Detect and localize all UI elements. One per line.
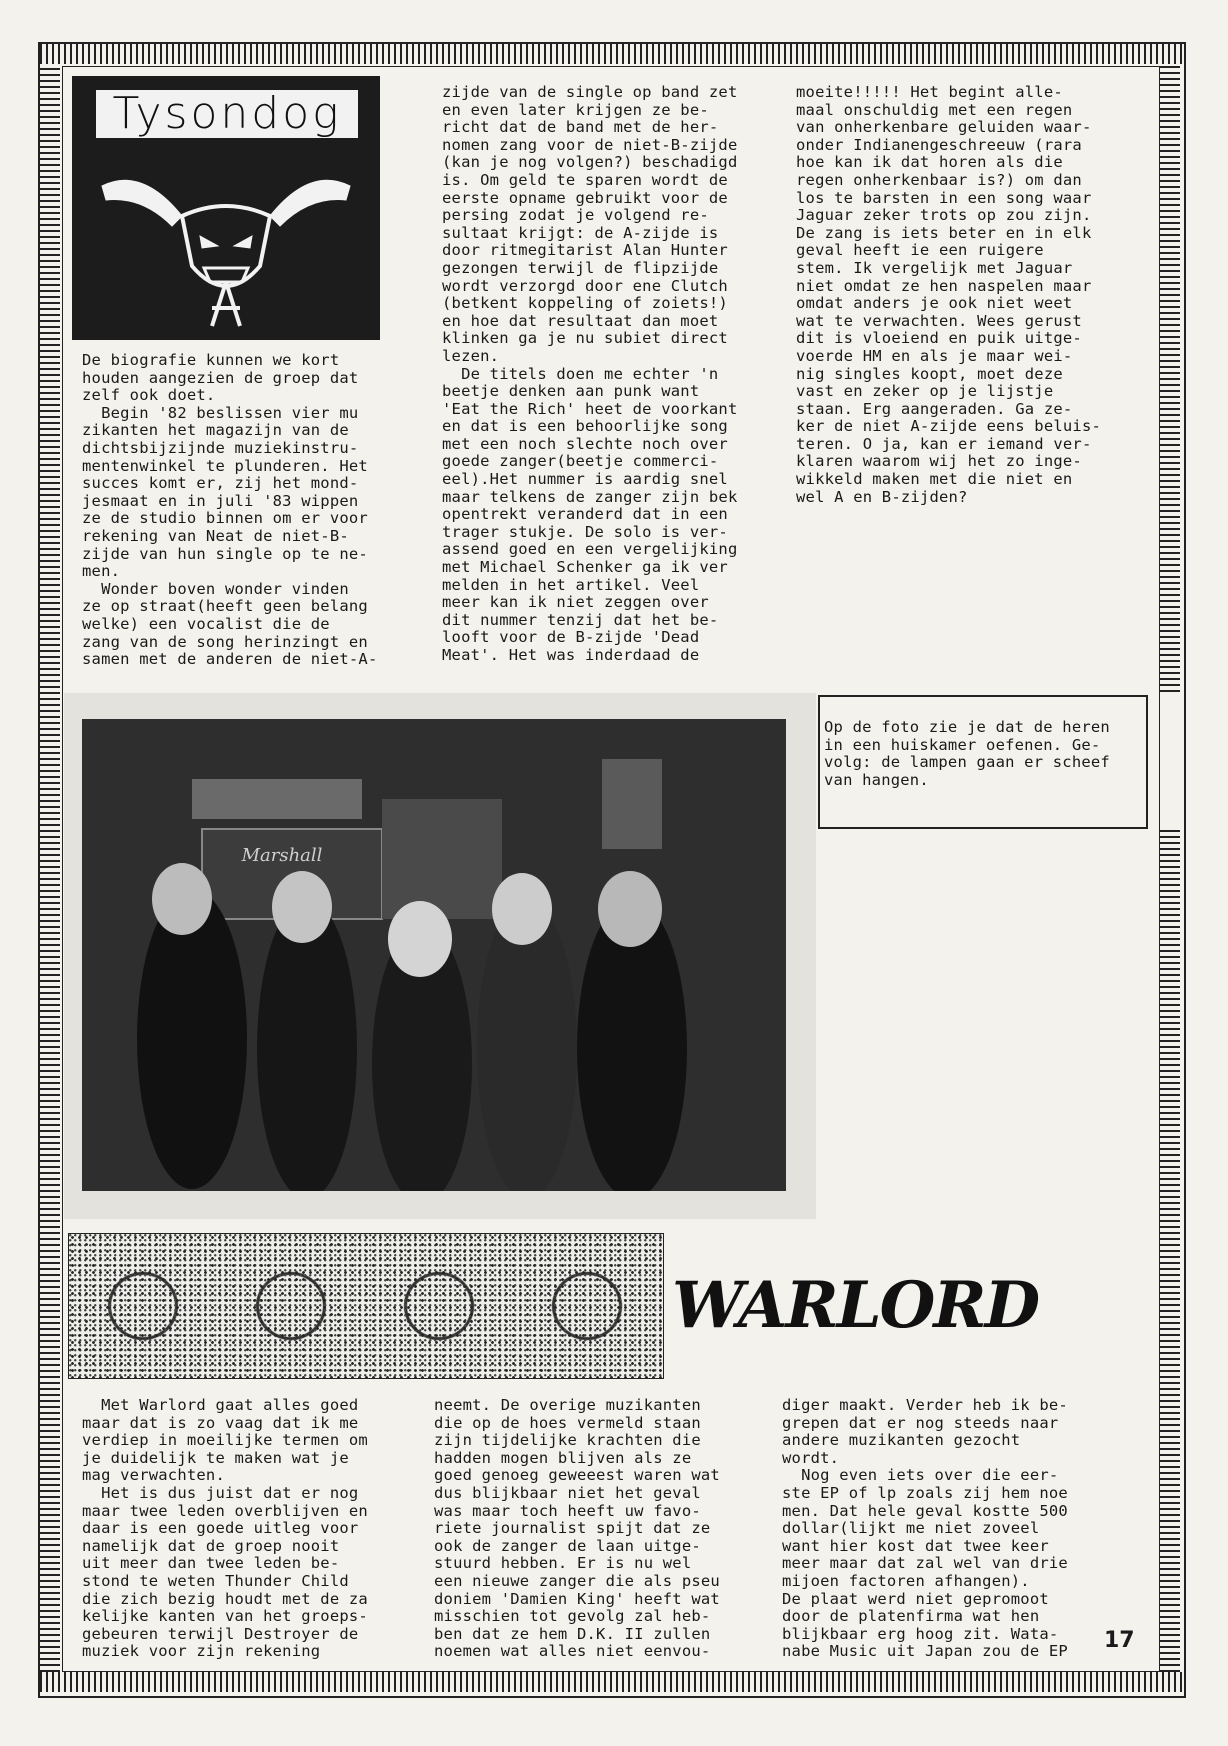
amp-label: Marshall	[241, 845, 323, 866]
photo-caption: Op de foto zie je dat de heren in een huiskamer oefenen. Ge- volg: de lampen gaan er scheef van hangen.	[824, 718, 1110, 789]
band-photo-mount	[64, 693, 816, 1219]
warlord-ornamental-pattern	[68, 1233, 664, 1379]
border-hatch-bottom	[40, 1672, 1182, 1692]
border-hatch-right	[1160, 64, 1180, 692]
border-hatch-top	[40, 44, 1182, 64]
tysondog-column-1: De biografie kunnen we kort houden aangezien de groep dat zelf ook doet. Begin '82 beslissen vier mu zikanten het magazijn van de dichtsbijzijnde muziekinstru- mentenwinkel te plunderen. Het succes komt er, zij het mond- jesmaat en in juli '83 wippen ze de studio binnen om er voor rekening van Neat de niet-B- zijde van hun single op te ne- men. Wonder boven wonder vinden ze op straat(heeft geen belang welke) een vocalist die de zang van de song herinzingt en samen met de anderen de niet-A-	[82, 351, 378, 669]
warlord-column-3: diger maakt. Verder heb ik be- grepen dat er nog steeds naar andere muzikanten gezocht wordt. Nog even iets over die eer- ste EP of lp zoals zij hem noe men. Dat hele geval kostte 500 dollar(lijkt me niet zoveel want hier kost dat twee keer meer maar dat zal wel van drie mijoen factoren afhangen). De plaat werd niet gepromoot door de platenfirma wat hen blijkbaar erg hoog zit. Wata- nabe Music uit Japan zou de EP	[782, 1396, 1068, 1661]
tysondog-dog-emblem	[72, 76, 380, 340]
band-photo	[82, 719, 786, 1191]
border-hatch-right-lower	[1160, 826, 1180, 1672]
tysondog-column-2: zijde van de single op band zet en even later krijgen ze be- richt dat de band met de her- nomen zang voor de niet-B-zijde (kan je nog volgen?) beschadigd is. Om geld te sparen wordt de eerste opname gebruikt voor de persing zodat je volgend re- sultaat krijgt: de A-zijde is door ritmegitarist Alan Hunter gezongen terwijl de flipzijde wordt verzorgd door ene Clutch (betkent koppeling of zoiets!) en hoe dat resultaat dan moet klinken ga je nu subiet direct lezen. De titels doen me echter 'n beetje denken aan punk want 'Eat the Rich' heet de voorkant en dat is een behoorlijke song met een noch slechte noch over goede zanger(beetje commerci- eel).Het nummer is aardig snel maar telkens de zanger zijn bek opentrekt veranderd dat in een trager stukje. De solo is ver- assend goed en een vergelijking met Michael Schenker ga ik ver melden in het artikel. Veel meer kan ik niet zeggen over dit nummer tenzij dat het be- looft voor de B-zijde 'Dead Meat'. Het was inderdaad de	[442, 83, 738, 664]
warlord-column-2: neemt. De overige muzikanten die op de hoes vermeld staan zijn tijdelijke krachten die hadden mogen blijven als ze goed genoeg geweeest waren wat dus blijkbaar niet het geval was maar toch heeft uw favo- riete journalist spijt dat ze ook de zanger de laan uitge- stuurd hebben. Er is nu wel een nieuwe zanger die als pseu doniem 'Damien King' heeft wat misschien tot gevolg zal heb- ben dat ze hem D.K. II zullen noemen wat alles niet eenvou-	[434, 1396, 720, 1661]
tysondog-logo	[72, 76, 380, 340]
warlord-logo: WARLORD	[672, 1268, 1039, 1343]
photo-caption-box	[818, 695, 1148, 829]
border-hatch-left	[40, 64, 60, 1672]
tysondog-logo-title: Tysondog	[96, 90, 358, 138]
warlord-column-1: Met Warlord gaat alles goed maar dat is zo vaag dat ik me verdiep in moeilijke termen om je duidelijk te maken wat je mag verwachten. Het is dus juist dat er nog maar twee leden overblijven en daar is een goede uitleg voor namelijk dat de groep nooit uit meer dan twee leden be- stond te weten Thunder Child die zich bezig houdt met de za kelijke kanten van het groeps- gebeuren terwijl Destroyer de muziek voor zijn rekening	[82, 1396, 368, 1661]
page-number: 17	[1104, 1628, 1135, 1653]
tysondog-column-3: moeite!!!!! Het begint alle- maal onschuldig met een regen van onherkenbare geluiden waar- onder Indianengeschreeuw (rara hoe kan ik dat horen als die regen onherkenbaar is?) om dan los te barsten in een song waar Jaguar zeker trots op zou zijn. De zang is iets beter en in elk geval heeft ie een ruigere stem. Ik vergelijk met Jaguar niet omdat ze hen naspelen maar omdat anders je ook niet weet wat te verwachten. Wees gerust dit is vloeiend en puik uitge- voerde HM en als je maar wei- nig singles koopt, moet deze vast en zeker op je lijstje staan. Erg aangeraden. Ga ze- ker de niet A-zijde eens beluis- teren. O ja, kan er iemand ver- klaren waarom wij het zo inge- wikkeld maken met die niet en wel A en B-zijden?	[796, 83, 1102, 506]
